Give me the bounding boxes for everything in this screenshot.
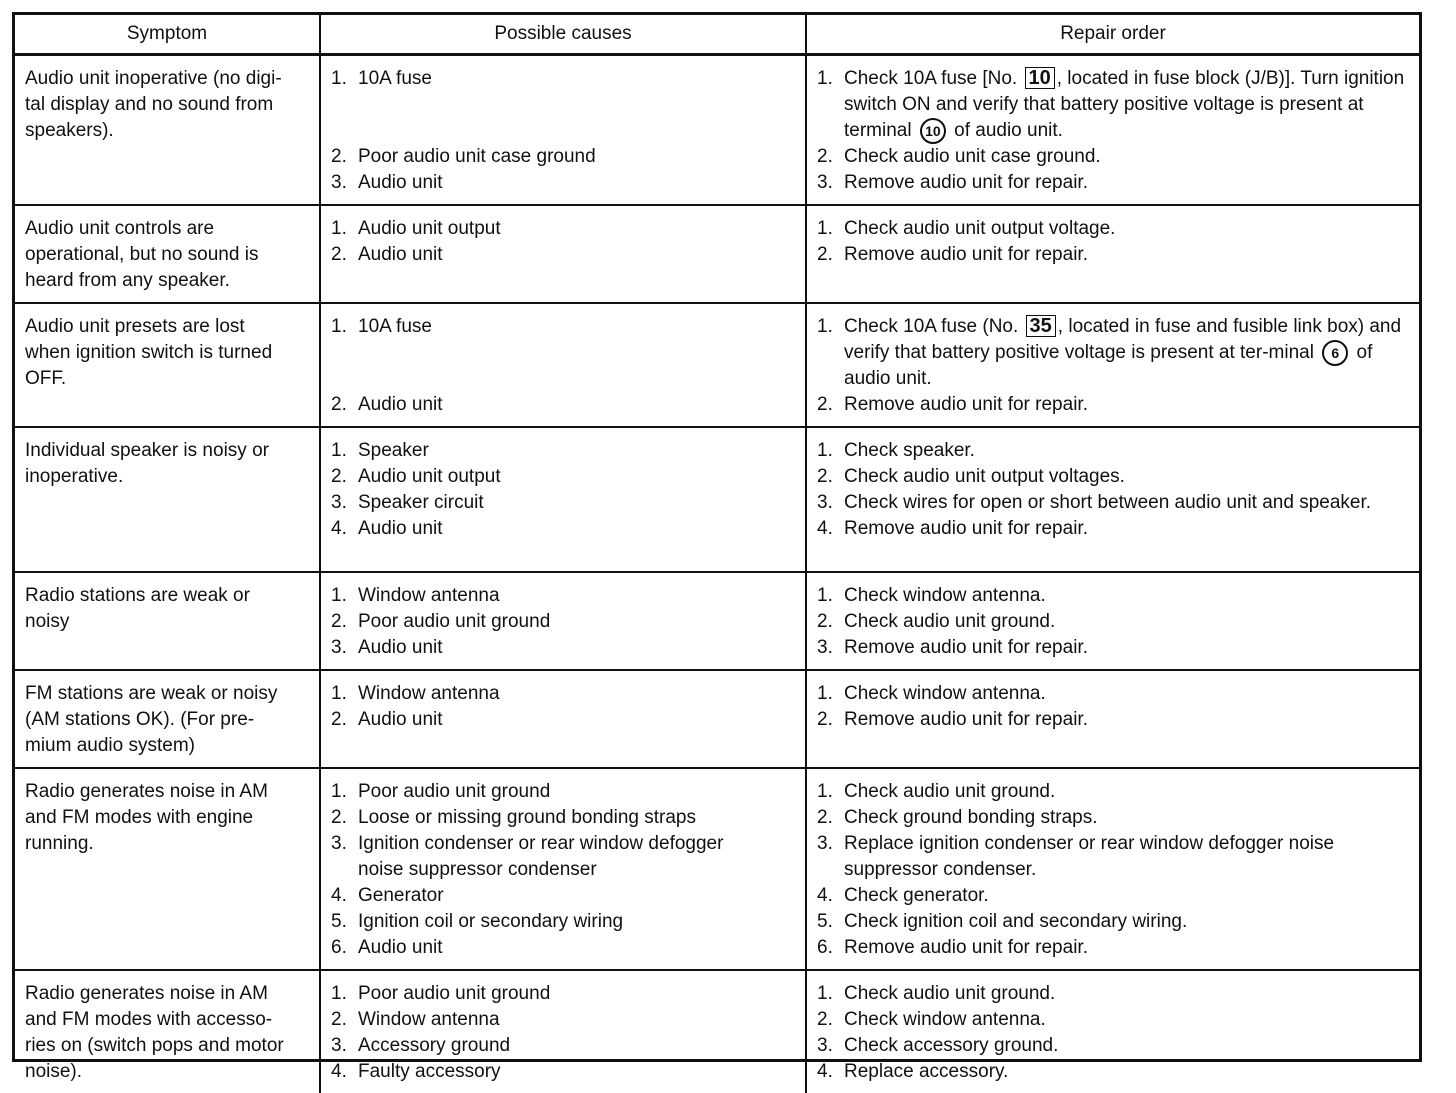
cause-item: 3. Ignition condenser or rear window defogger noise suppressor condenser [331, 833, 724, 881]
header-repair-order: Repair order [806, 15, 1419, 55]
table-row [15, 55, 1419, 206]
repair-item: 1. Check audio unit ground. [817, 983, 1056, 1005]
cause-item: 1. Speaker [331, 440, 429, 462]
causes-cell [320, 970, 806, 1093]
cause-item: 2. Poor audio unit ground [331, 611, 551, 633]
cause-item: 2. Audio unit [331, 394, 443, 416]
cause-item: 2. Loose or missing ground bonding straps [331, 807, 696, 829]
table-row [15, 768, 1419, 970]
repair-cell [806, 205, 1419, 303]
terminal-number-circle: 10 [920, 118, 946, 144]
repair-item: 2. Check audio unit ground. [817, 611, 1056, 633]
cause-item: 4. Generator [331, 885, 444, 907]
troubleshooting-table-frame [12, 12, 1422, 1083]
cause-item: 2. Audio unit [331, 709, 443, 731]
symptom-cell: Radio stations are weak or noisy [15, 572, 320, 670]
repair-item: 3. Check accessory ground. [817, 1035, 1059, 1057]
repair-item: 2. Remove audio unit for repair. [817, 244, 1088, 266]
fuse-number-box: 35 [1026, 315, 1056, 337]
symptom-cell: Audio unit controls are operational, but no sound is heard from any speaker. [15, 205, 320, 303]
repair-cell [806, 55, 1419, 206]
cause-item: 3. Accessory ground [331, 1035, 511, 1057]
repair-item: 1. Check audio unit output voltage. [817, 218, 1116, 240]
repair-item: 6. Remove audio unit for repair. [817, 937, 1088, 959]
header-possible-causes: Possible causes [320, 15, 806, 55]
header-symptom: Symptom [15, 15, 320, 55]
header-row [15, 15, 1419, 55]
causes-cell [320, 427, 806, 572]
cause-item: 2. Audio unit [331, 244, 443, 266]
repair-item: 3. Remove audio unit for repair. [817, 172, 1088, 194]
repair-item: 2. Check window antenna. [817, 1009, 1046, 1031]
cause-item: 2. Poor audio unit case ground [331, 146, 596, 167]
cause-item: 3. Audio unit [331, 637, 443, 659]
causes-cell [320, 572, 806, 670]
repair-item: 1. Check window antenna. [817, 585, 1046, 607]
symptom-cell: Radio generates noise in AM and FM modes with engine running. [15, 768, 320, 970]
repair-item: 2. Check audio unit output voltages. [817, 466, 1125, 488]
cause-item: 3. Speaker circuit [331, 492, 484, 514]
terminal-number-circle: 6 [1322, 340, 1348, 366]
repair-cell [806, 768, 1419, 970]
repair-item: 4. Check generator. [817, 885, 989, 907]
symptom-cell: Individual speaker is noisy or inoperative. [15, 427, 320, 572]
cause-item: 4. Faulty accessory [331, 1061, 501, 1083]
cause-item: 6. Audio unit [331, 937, 443, 959]
table-row [15, 427, 1419, 572]
symptom-cell: Audio unit presets are lost when ignition switch is turned OFF. [15, 303, 320, 427]
symptom-cell: Audio unit inoperative (no digi- tal display and no sound from speakers). [15, 55, 320, 206]
symptom-cell: FM stations are weak or noisy (AM stations OK). (For pre- mium audio system) [15, 670, 320, 768]
repair-item: 1. Check 10A fuse (No. 35 , located in fuse and fusible link box) and verify that battery positive voltage is present at ter-minal 6 of audio unit. [817, 315, 1402, 390]
causes-cell [320, 303, 806, 427]
cause-item: 1. 10A fuse [331, 316, 432, 338]
repair-item: 4. Remove audio unit for repair. [817, 518, 1088, 540]
repair-item: 4. Replace accessory. [817, 1061, 1009, 1083]
symptom-cell: Radio generates noise in AM and FM modes with accesso- ries on (switch pops and motor noise). [15, 970, 320, 1093]
causes-cell [320, 205, 806, 303]
repair-cell [806, 670, 1419, 768]
cause-item: 1. 10A fuse [331, 68, 432, 89]
cause-item: 1. Audio unit output [331, 218, 501, 240]
repair-item: 2. Remove audio unit for repair. [817, 394, 1088, 416]
cause-item: 2. Audio unit output [331, 466, 501, 488]
cause-item: 1. Window antenna [331, 683, 500, 705]
repair-cell [806, 970, 1419, 1093]
repair-cell [806, 427, 1419, 572]
cause-item: 5. Ignition coil or secondary wiring [331, 911, 624, 933]
repair-cell [806, 303, 1419, 427]
table-row [15, 205, 1419, 303]
repair-item: 2. Check ground bonding straps. [817, 807, 1098, 829]
cause-item: 1. Poor audio unit ground [331, 983, 551, 1005]
fuse-number-box: 10 [1025, 67, 1055, 89]
repair-cell [806, 572, 1419, 670]
table-row [15, 572, 1419, 670]
cause-item: 1. Window antenna [331, 585, 500, 607]
cause-item: 4. Audio unit [331, 518, 443, 540]
cause-item: 1. Poor audio unit ground [331, 781, 551, 803]
table-row [15, 303, 1419, 427]
repair-item: 1. Check audio unit ground. [817, 781, 1056, 803]
causes-cell [320, 55, 806, 206]
repair-item: 1. Check speaker. [817, 440, 975, 462]
repair-item: 3. Check wires for open or short between audio unit and speaker. [817, 492, 1372, 514]
causes-cell [320, 768, 806, 970]
repair-item: 2. Remove audio unit for repair. [817, 709, 1088, 731]
cause-item: 2. Window antenna [331, 1009, 500, 1031]
table-row [15, 970, 1419, 1093]
repair-item: 3. Replace ignition condenser or rear window defogger noise suppressor condenser. [817, 833, 1335, 881]
repair-item: 3. Remove audio unit for repair. [817, 637, 1088, 659]
repair-item: 5. Check ignition coil and secondary wiring. [817, 911, 1188, 933]
repair-item: 1. Check 10A fuse [No. 10 , located in fuse block (J/B)]. Turn ignition switch ON and verify that battery positive voltage is present at terminal 10 of audio unit. [817, 66, 1413, 144]
troubleshooting-table [15, 15, 1419, 1093]
repair-item: 2. Check audio unit case ground. [817, 146, 1101, 168]
table-row [15, 670, 1419, 768]
causes-cell [320, 670, 806, 768]
cause-item: 3. Audio unit [331, 172, 443, 193]
repair-item: 1. Check window antenna. [817, 683, 1046, 705]
